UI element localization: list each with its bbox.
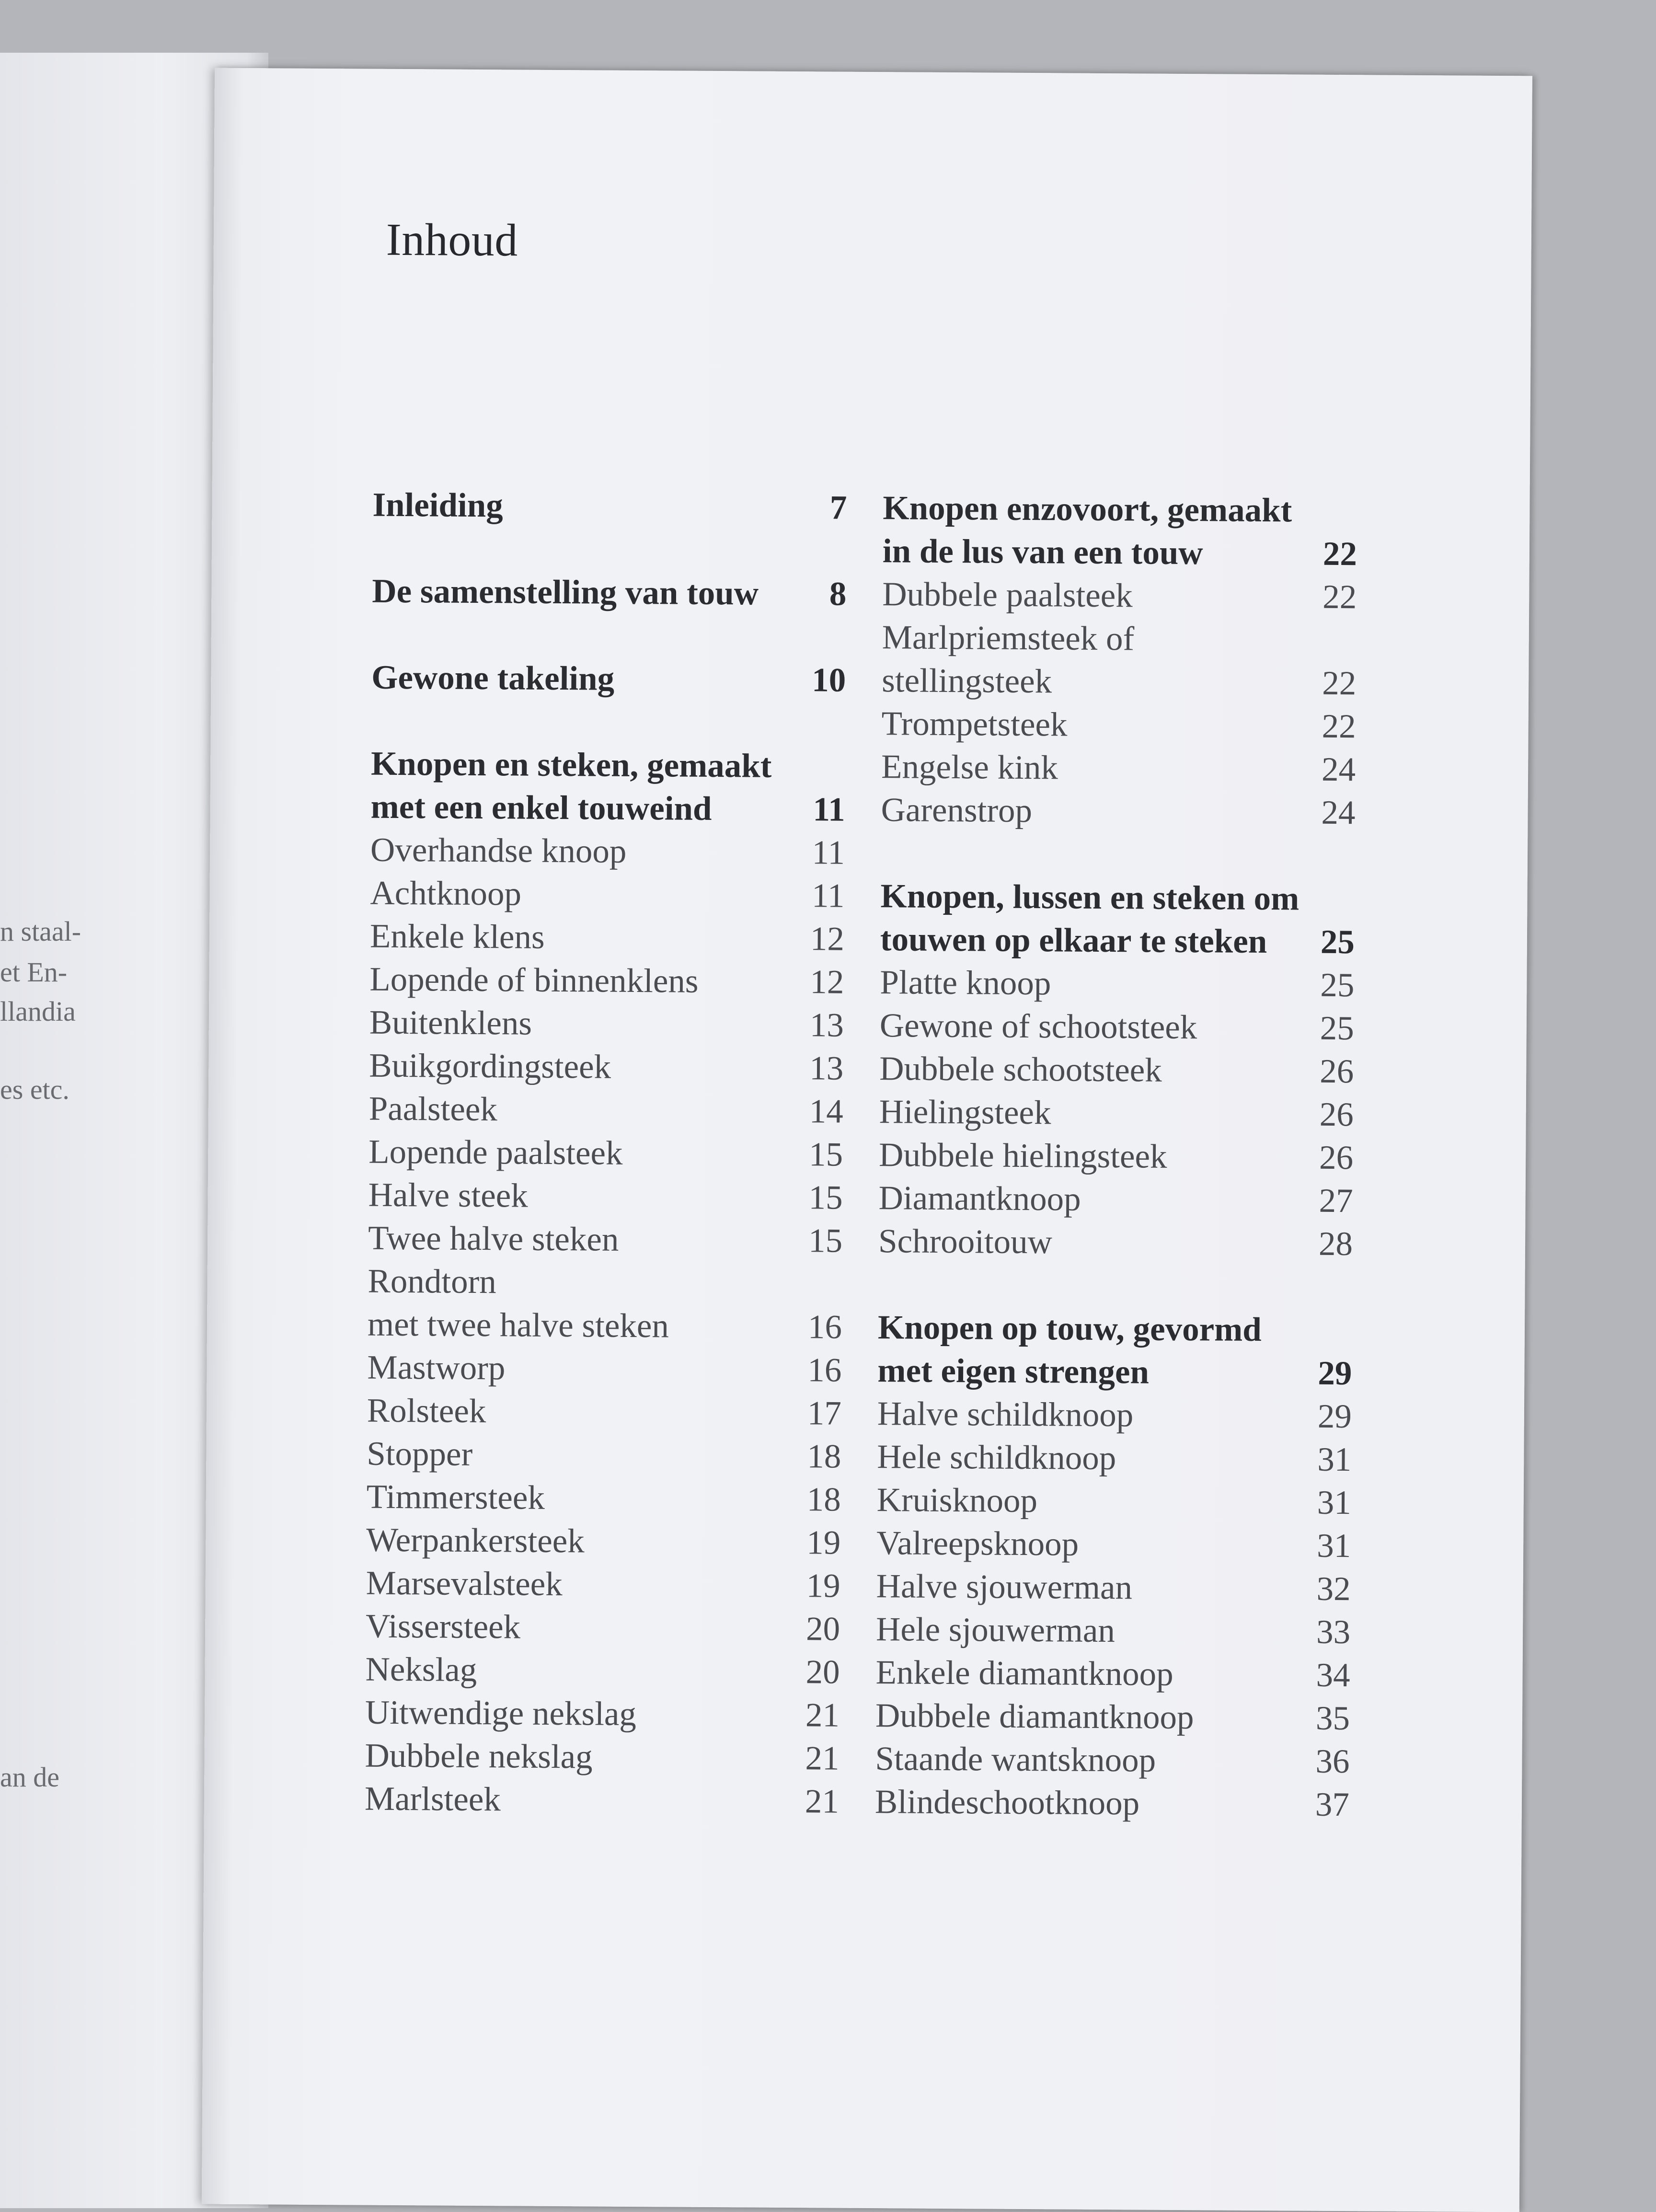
toc-entry-title: Knopen op touw, gevormd: [877, 1309, 1262, 1348]
toc-page-number: 22: [1322, 664, 1357, 703]
toc-spacer: [372, 527, 847, 573]
toc-section-heading: [877, 1306, 1352, 1395]
toc-page-number: 17: [807, 1394, 842, 1432]
toc-page-number: 11: [813, 791, 845, 829]
toc-entry: [881, 702, 1356, 748]
toc-entry: [877, 1478, 1352, 1524]
toc-page-number: 8: [829, 575, 847, 613]
toc-page-number: 24: [1321, 794, 1356, 832]
toc-page-number: 15: [808, 1136, 843, 1174]
left-page-fragment: et En-: [0, 956, 68, 988]
toc-entry-title: Dubbele hielingsteek: [878, 1136, 1167, 1175]
toc-page-number: 20: [805, 1610, 840, 1648]
toc-entry-title: Werpankersteek: [366, 1521, 585, 1560]
toc-page-number: 18: [807, 1438, 841, 1475]
toc-entry-title: Knopen enzovoort, gemaakt: [883, 489, 1292, 530]
toc-entry-title: Enkele klens: [369, 917, 545, 956]
toc-section-heading: [372, 484, 847, 530]
toc-entry-title: in de lus van een touw: [882, 532, 1203, 572]
toc-spacer: [878, 1263, 1353, 1309]
toc-page-number: 26: [1319, 1139, 1354, 1177]
toc-entry-title: Rondtorn: [368, 1262, 497, 1301]
toc-entry-title: De samenstelling van touw: [372, 572, 759, 612]
toc-entry-title: Buitenklens: [369, 1003, 532, 1042]
toc-entry: [882, 616, 1357, 705]
toc-page-number: 26: [1319, 1095, 1354, 1134]
toc-entry-title: Timmersteek: [366, 1478, 545, 1517]
toc-entry-title: Staande wantsknoop: [875, 1740, 1156, 1779]
toc-entry: [370, 872, 845, 918]
toc-spacer: [881, 831, 1356, 877]
toc-entry: [368, 1130, 843, 1176]
toc-page-number: 19: [806, 1524, 841, 1562]
toc-entry-title: Marsevalsteek: [366, 1564, 563, 1603]
toc-page-number: 11: [811, 877, 845, 915]
toc-page-number: 18: [806, 1481, 841, 1519]
toc-entry-title: Hielingsteek: [879, 1093, 1051, 1132]
toc-page-number: 21: [805, 1696, 840, 1734]
toc-entry-title: Dubbele paalsteek: [882, 576, 1133, 615]
toc-entry-title: Diamantknoop: [878, 1179, 1081, 1218]
toc-entry-title: touwen op elkaar te steken: [880, 921, 1267, 961]
toc-page-number: 33: [1316, 1613, 1351, 1651]
toc-entry-title: Gewone takeling: [371, 658, 615, 698]
toc-page-number: 28: [1318, 1225, 1353, 1263]
toc-entry-title: met twee halve steken: [367, 1305, 669, 1345]
page-title: Inhoud: [386, 213, 518, 266]
toc-entry-title: Lopende of binnenklens: [369, 960, 699, 1000]
toc-entry-title: Hele schildknoop: [877, 1438, 1116, 1477]
toc-entry: [878, 1176, 1353, 1222]
toc-entry-title: Valreepsknoop: [876, 1524, 1079, 1563]
toc-entry-title: Trompetsteek: [881, 705, 1068, 744]
toc-entry: [877, 1392, 1352, 1438]
left-page-fragment: llandia: [0, 996, 76, 1027]
toc-entry: [876, 1608, 1351, 1654]
toc-entry-title: Twee halve steken: [368, 1219, 619, 1258]
toc-entry: [875, 1737, 1350, 1783]
toc-page-number: 21: [805, 1783, 840, 1820]
toc-entry-title: stellingsteek: [882, 662, 1052, 701]
toc-entry-title: Uitwendige nekslag: [365, 1694, 637, 1733]
toc-entry: [879, 1133, 1354, 1179]
toc-entry-title: Mastworp: [367, 1348, 506, 1387]
toc-page-number: 25: [1320, 1009, 1355, 1048]
toc-entry: [879, 1090, 1354, 1136]
toc-page-number: 14: [809, 1093, 843, 1130]
toc-entry: [366, 1519, 841, 1565]
toc-entry: [365, 1734, 840, 1780]
toc-page-number: 25: [1320, 923, 1355, 961]
toc-page-number: 37: [1315, 1786, 1350, 1824]
toc-page-number: 27: [1319, 1182, 1353, 1220]
toc-entry: [881, 788, 1356, 834]
toc-entry: [367, 1432, 841, 1478]
toc-page-number: 15: [808, 1222, 843, 1260]
toc-page-number: 22: [1322, 578, 1357, 616]
toc-page-number: 22: [1322, 535, 1357, 573]
toc-entry: [365, 1691, 840, 1737]
toc-entry: [370, 829, 845, 875]
toc-entry: [368, 1087, 843, 1133]
toc-entry-title: Hele sjouwerman: [875, 1611, 1116, 1650]
toc-entry: [876, 1565, 1351, 1611]
toc-spacer: [372, 613, 847, 659]
toc-entry-title: Vissersteek: [365, 1607, 521, 1646]
toc-page-number: 11: [812, 834, 845, 872]
toc-entry: [877, 1435, 1352, 1481]
toc-page-number: 13: [809, 1049, 844, 1087]
toc-entry-title: Dubbele schootsteek: [879, 1050, 1162, 1089]
toc-entry: [880, 1004, 1355, 1050]
toc-entry: [365, 1648, 840, 1694]
toc-page-number: 26: [1320, 1052, 1354, 1091]
toc-page-number: 34: [1316, 1656, 1350, 1694]
toc-page-number: 7: [829, 489, 847, 527]
toc-section-heading: [371, 656, 846, 702]
toc-entry-title: Enkele diamantknoop: [875, 1654, 1173, 1693]
toc-page-number: 32: [1316, 1570, 1351, 1608]
toc-page-number: 20: [805, 1653, 840, 1691]
toc-entry: [880, 961, 1355, 1007]
toc-page-number: 16: [807, 1308, 842, 1346]
toc-section-heading: [880, 875, 1355, 964]
toc-entry-title: Halve schildknoop: [877, 1395, 1134, 1434]
toc-page-number: 29: [1318, 1354, 1352, 1393]
toc-entry-title: Dubbele nekslag: [365, 1737, 593, 1776]
toc-right-column: [875, 486, 1357, 1826]
toc-entry: [370, 915, 845, 961]
toc-entry: [367, 1475, 841, 1521]
left-page-fragment: n staal-: [0, 916, 81, 947]
toc-entry-title: Buikgordingsteek: [369, 1047, 611, 1086]
toc-entry-title: Marlpriemsteek of: [882, 619, 1135, 658]
toc-spacer: [371, 699, 846, 745]
toc-page-number: 19: [806, 1567, 840, 1605]
toc-page-number: 12: [810, 920, 845, 958]
toc-entry-title: Achtknoop: [370, 874, 522, 913]
toc-entry: [368, 1260, 842, 1349]
toc-entry-title: Halve sjouwerman: [876, 1567, 1133, 1607]
toc-page-number: 29: [1317, 1397, 1352, 1436]
toc-entry: [882, 573, 1357, 619]
toc-entry: [368, 1217, 843, 1263]
toc-entry: [365, 1777, 840, 1823]
toc-page-number: 21: [805, 1740, 840, 1777]
left-page-fragment: es etc.: [0, 1074, 69, 1105]
toc-page-number: 36: [1315, 1742, 1350, 1781]
toc-entry: [366, 1562, 840, 1608]
right-page: [202, 68, 1532, 2212]
toc-entry: [367, 1389, 842, 1435]
toc-entry-title: Engelse kink: [881, 748, 1058, 787]
toc-entry-title: Stopper: [367, 1435, 473, 1473]
toc-entry-title: Knopen en steken, gemaakt: [370, 745, 772, 785]
toc-section-heading: [883, 486, 1357, 576]
toc-page-number: 16: [807, 1351, 842, 1389]
toc-entry: [368, 1174, 843, 1220]
toc-entry-title: Overhandse knoop: [370, 831, 627, 870]
toc-entry: [367, 1346, 842, 1392]
toc-entry: [875, 1780, 1350, 1826]
toc-entry: [881, 745, 1356, 791]
toc-entry: [875, 1694, 1350, 1740]
toc-entry: [366, 1605, 840, 1651]
toc-entry-title: Inleiding: [372, 486, 503, 525]
toc-entry-title: Rolsteek: [367, 1392, 486, 1430]
toc-left-column: [365, 484, 847, 1823]
toc-page-number: 25: [1320, 966, 1355, 1004]
toc-page-number: 31: [1317, 1484, 1352, 1522]
toc-page-number: 10: [812, 661, 846, 699]
toc-entry-title: Schrooitouw: [878, 1222, 1053, 1261]
toc-entry-title: met een enkel touweind: [370, 788, 712, 828]
toc-page-number: 15: [808, 1179, 843, 1217]
toc-page-number: 31: [1316, 1527, 1351, 1565]
toc-page-number: 35: [1315, 1699, 1350, 1738]
toc-entry-title: Kruisknoop: [876, 1481, 1038, 1520]
toc-entry: [369, 1044, 844, 1090]
left-page-fragment: an de: [0, 1762, 59, 1793]
toc-page-number: 13: [809, 1006, 844, 1044]
toc-entry: [878, 1220, 1353, 1266]
toc-entry-title: Marlsteek: [364, 1780, 501, 1819]
toc-entry-title: Platte knoop: [880, 964, 1051, 1002]
toc-entry-title: Halve steek: [368, 1176, 529, 1215]
toc-page-number: 12: [810, 963, 844, 1001]
toc-entry: [875, 1651, 1350, 1697]
toc-section-heading: [370, 742, 845, 831]
toc-entry-title: Dubbele diamantknoop: [875, 1697, 1194, 1737]
toc-page-number: 24: [1321, 750, 1356, 789]
toc-entry-title: Nekslag: [365, 1650, 477, 1689]
toc-section-heading: [372, 570, 847, 616]
toc-entry-title: met eigen strengen: [877, 1352, 1150, 1391]
toc-entry: [876, 1521, 1351, 1567]
toc-entry: [369, 1001, 844, 1047]
toc-entry-title: Paalsteek: [368, 1090, 498, 1129]
toc-entry-title: Lopende paalsteek: [368, 1133, 623, 1172]
toc-entry-title: Gewone of schootsteek: [879, 1007, 1197, 1047]
toc-entry-title: Garenstrop: [881, 791, 1033, 830]
toc-entry: [369, 958, 844, 1004]
toc-page-number: 22: [1322, 707, 1356, 746]
toc-page-number: 31: [1317, 1440, 1352, 1479]
toc-entry: [879, 1047, 1354, 1093]
toc-entry-title: Blindeschootknoop: [874, 1783, 1140, 1822]
toc-entry-title: Knopen, lussen en steken om: [880, 877, 1300, 918]
